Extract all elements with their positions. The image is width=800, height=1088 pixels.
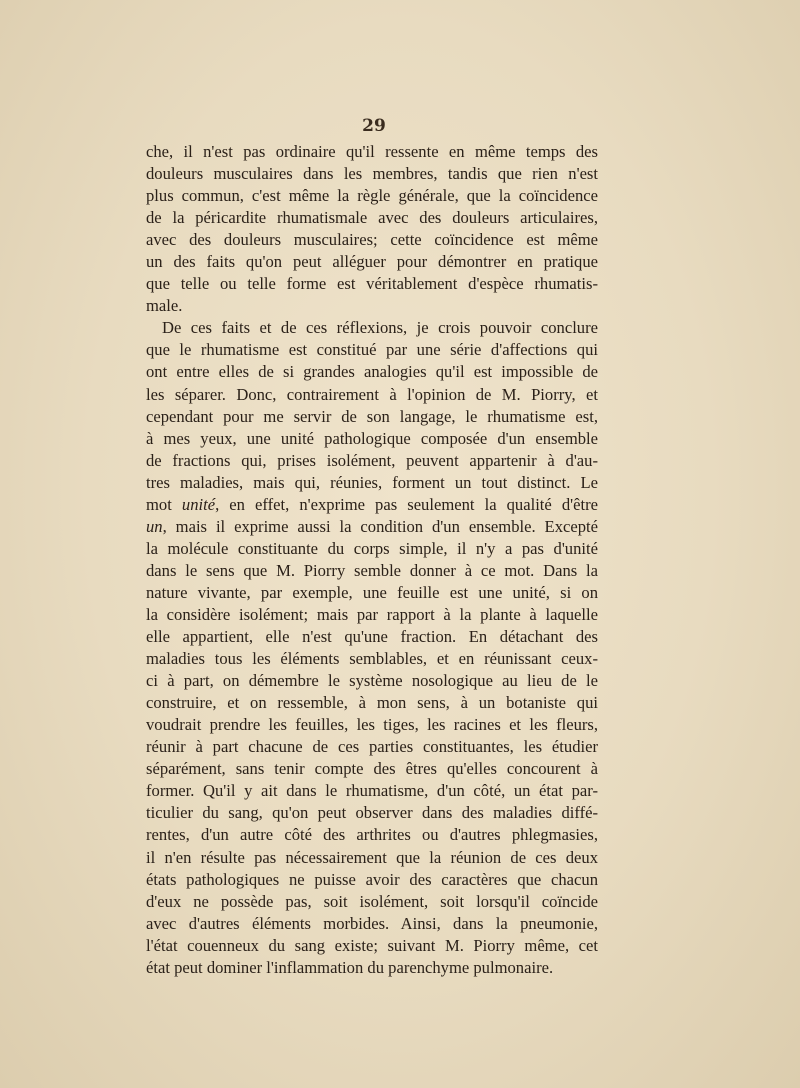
text-line: construire, et on ressemble, à mon sens, à un botaniste qui bbox=[146, 693, 598, 713]
text-line: voudrait prendre les feuilles, les tiges, les racines et les fleurs, bbox=[146, 715, 598, 735]
text-line: ci à part, on démembre le système nosologique au lieu de le bbox=[146, 671, 598, 691]
text-line: que le rhumatisme est constitué par une série d'affections qui bbox=[146, 340, 598, 360]
text-line: dans le sens que M. Piorry semble donner à ce mot. Dans la bbox=[146, 560, 598, 580]
page-number: 29 bbox=[362, 116, 386, 136]
text-line: à mes yeux, une unité pathologique composée d'un ensemble bbox=[146, 428, 598, 448]
text-line: la molécule constituante du corps simple, il n'y a pas d'unité bbox=[146, 538, 598, 558]
text-line: un, mais il exprime aussi la condition d'un ensemble. Excepté bbox=[146, 516, 598, 536]
text-line: état peut dominer l'inflammation du parenchyme pulmonaire. bbox=[146, 957, 554, 977]
text-line: la considère isolément; mais par rapport à la plante à laquelle bbox=[146, 604, 598, 624]
text-line: avec d'autres éléments morbides. Ainsi, dans la pneumonie, bbox=[146, 913, 598, 933]
italic-word: un bbox=[146, 516, 163, 536]
text-line: de fractions qui, prises isolément, peuvent appartenir à d'au- bbox=[146, 450, 598, 470]
text-line: De ces faits et de ces réflexions, je crois pouvoir conclure bbox=[162, 318, 598, 338]
text-line: rentes, d'un autre côté des arthrites ou d'autres phlegmasies, bbox=[146, 825, 598, 845]
text-line: male. bbox=[146, 296, 183, 316]
text-line: plus commun, c'est même la règle générale, que la coïncidence bbox=[146, 186, 598, 206]
text-line: elle appartient, elle n'est qu'une fraction. En détachant des bbox=[146, 627, 598, 647]
text-line: ont entre elles de si grandes analogies qu'il est impossible de bbox=[146, 362, 598, 382]
text-line: avec des douleurs musculaires; cette coïncidence est même bbox=[146, 230, 598, 250]
text-line: tres maladies, mais qui, réunies, forment un tout distinct. Le bbox=[146, 472, 598, 492]
text-line: que telle ou telle forme est véritablement d'espèce rhumatis- bbox=[146, 274, 598, 294]
text-line: maladies tous les éléments semblables, et en réunissant ceux- bbox=[146, 649, 598, 669]
text-line: réunir à part chacune de ces parties constituantes, les étudier bbox=[146, 737, 598, 757]
text-line: former. Qu'il y ait dans le rhumatisme, d'un côté, un état par- bbox=[146, 781, 598, 801]
text-line: cependant pour me servir de son langage, le rhumatisme est, bbox=[146, 406, 598, 426]
text-line: nature vivante, par exemple, une feuille est une unité, si on bbox=[146, 582, 598, 602]
italic-word: unité bbox=[181, 494, 216, 514]
body-text bbox=[146, 141, 598, 979]
text-line: douleurs musculaires dans les membres, tandis que rien n'est bbox=[146, 164, 598, 184]
text-line: il n'en résulte pas nécessairement que la réunion de ces deux bbox=[146, 847, 598, 867]
text-line: d'eux ne possède pas, soit isolément, soit lorsqu'il coïncide bbox=[146, 891, 598, 911]
text-line: che, il n'est pas ordinaire qu'il ressente en même temps des bbox=[146, 142, 598, 161]
text-line: états pathologiques ne puisse avoir des caractères que chacun bbox=[146, 869, 598, 889]
text-line: de la péricardite rhumatismale avec des douleurs articulaires, bbox=[146, 208, 598, 228]
text-line: séparément, sans tenir compte des êtres qu'elles concourent à bbox=[146, 759, 598, 779]
text-line: un des faits qu'on peut alléguer pour démontrer en pratique bbox=[146, 252, 598, 272]
text-line: les séparer. Donc, contrairement à l'opinion de M. Piorry, et bbox=[146, 384, 598, 404]
text-line: ticulier du sang, qu'on peut observer dans des maladies diffé- bbox=[146, 803, 598, 823]
text-line: mot unité, en effet, n'exprime pas seulement la qualité d'être bbox=[146, 494, 598, 514]
text-line: l'état couenneux du sang existe; suivant M. Piorry même, cet bbox=[146, 935, 598, 955]
